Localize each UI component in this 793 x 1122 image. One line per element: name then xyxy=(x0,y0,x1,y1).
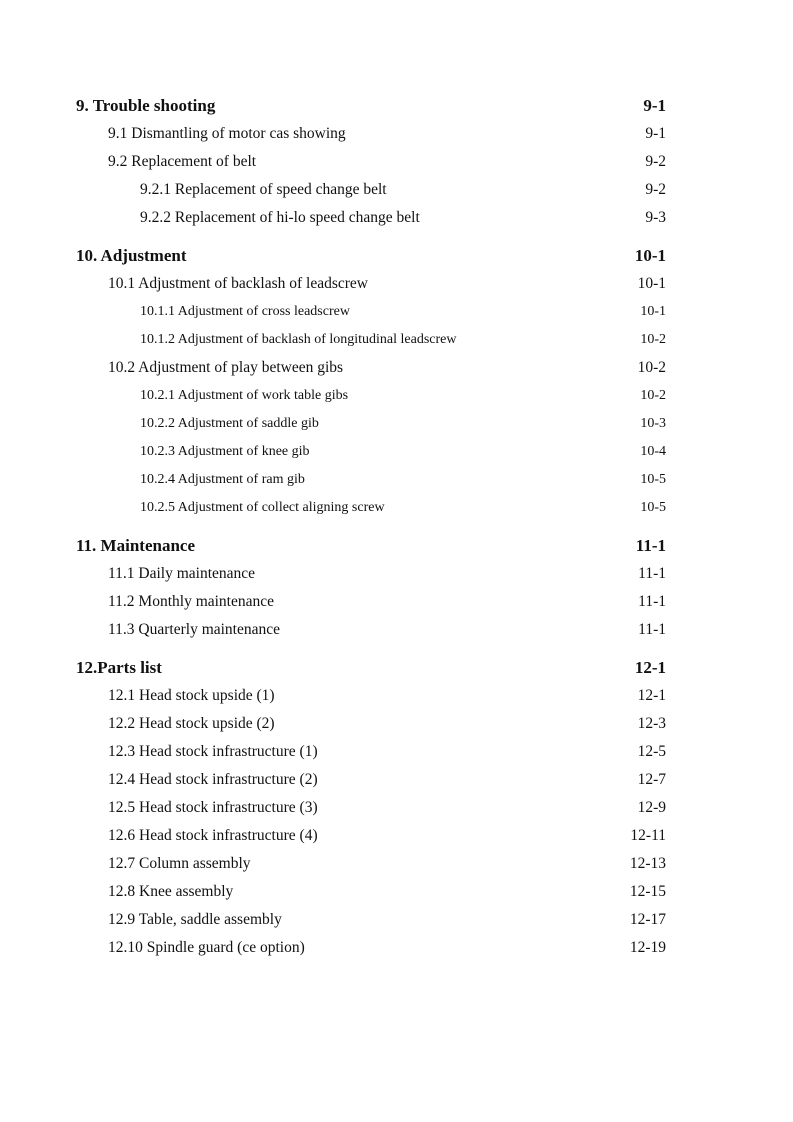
toc-entry xyxy=(0,122,793,146)
toc-entry-page: 10-1 xyxy=(640,304,666,319)
toc-entry-title: 12.8 Knee assembly xyxy=(108,883,234,900)
toc-entry xyxy=(0,908,793,932)
toc-entry xyxy=(0,590,793,614)
toc-entry xyxy=(0,356,793,380)
toc-entry xyxy=(0,468,793,492)
toc-entry-page: 12-17 xyxy=(629,911,666,928)
toc-entry xyxy=(0,740,793,764)
toc-entry-title: 10.2 Adjustment of play between gibs xyxy=(108,359,344,376)
toc-entry xyxy=(0,328,793,352)
toc-entry-page: 12-15 xyxy=(629,883,666,900)
toc-entry-title: 9.2.1 Replacement of speed change belt xyxy=(140,181,387,198)
toc-entry-title: 11. Maintenance xyxy=(76,536,195,555)
toc-entry-title: 10.2.4 Adjustment of ram gib xyxy=(140,472,305,487)
toc-entry xyxy=(0,206,793,230)
toc-entry-title: 12.3 Head stock infrastructure (1) xyxy=(108,743,318,760)
toc-entry xyxy=(0,412,793,436)
toc-entry-page: 10-5 xyxy=(640,472,666,487)
toc-entry-page: 12-13 xyxy=(629,855,666,872)
toc-entry xyxy=(0,684,793,708)
toc-entry-title: 12.1 Head stock upside (1) xyxy=(108,687,275,704)
toc-entry xyxy=(0,440,793,464)
toc-entry-title: 12.Parts list xyxy=(76,658,162,677)
toc-entry-page: 12-1 xyxy=(634,658,666,677)
toc-section-12 xyxy=(0,656,793,680)
toc-entry-title: 12.6 Head stock infrastructure (4) xyxy=(108,827,318,844)
toc-entry xyxy=(0,300,793,324)
toc-entry-page: 10-2 xyxy=(640,388,666,403)
toc-entry-page: 9-2 xyxy=(645,181,666,198)
toc-entry xyxy=(0,712,793,736)
toc-entry-title: 11.1 Daily maintenance xyxy=(108,565,256,582)
toc-entry xyxy=(0,936,793,960)
toc-entry-title: 9.2.2 Replacement of hi-lo speed change belt xyxy=(140,209,420,226)
toc-section-11 xyxy=(0,534,793,558)
toc-entry-title: 10.2.3 Adjustment of knee gib xyxy=(140,444,310,459)
toc-entry-page: 12-7 xyxy=(637,771,666,788)
toc-entry-title: 10.2.5 Adjustment of collect aligning screw xyxy=(140,500,385,515)
toc-entry-title: 10. Adjustment xyxy=(76,246,187,265)
toc-entry xyxy=(0,824,793,848)
toc-entry-title: 12.10 Spindle guard (ce option) xyxy=(108,939,305,956)
toc-entry-page: 12-5 xyxy=(637,743,666,760)
toc-entry xyxy=(0,496,793,520)
toc-entry-title: 9. Trouble shooting xyxy=(76,96,216,115)
toc-entry-title: 9.2 Replacement of belt xyxy=(108,153,257,170)
toc-entry-page: 11-1 xyxy=(638,565,666,582)
toc-entry xyxy=(0,384,793,408)
toc-entry-page: 11-1 xyxy=(638,593,666,610)
toc-entry xyxy=(0,272,793,296)
toc-entry-title: 12.5 Head stock infrastructure (3) xyxy=(108,799,318,816)
toc-entry-title: 10.1.2 Adjustment of backlash of longitudinal leadscrew xyxy=(140,332,457,347)
toc-entry-page: 10-3 xyxy=(640,416,666,431)
toc-entry-title: 12.7 Column assembly xyxy=(108,855,251,872)
toc-entry-page: 12-3 xyxy=(637,715,666,732)
toc-entry-title: 11.2 Monthly maintenance xyxy=(108,593,275,610)
toc-entry-page: 12-9 xyxy=(637,799,666,816)
toc-entry-title: 10.2.1 Adjustment of work table gibs xyxy=(140,388,349,403)
toc-entry-page: 11-1 xyxy=(638,621,666,638)
toc-entry-title: 12.2 Head stock upside (2) xyxy=(108,715,275,732)
toc-section-9 xyxy=(0,94,793,118)
toc-entry xyxy=(0,768,793,792)
toc-entry-page: 12-19 xyxy=(629,939,666,956)
toc-entry-title: 10.2.2 Adjustment of saddle gib xyxy=(140,416,319,431)
toc-entry xyxy=(0,618,793,642)
toc-entry-page: 10-5 xyxy=(640,500,666,515)
toc-entry-title: 9.1 Dismantling of motor cas showing xyxy=(108,125,346,142)
toc-entry-page: 12-1 xyxy=(637,687,666,704)
toc-entry xyxy=(0,562,793,586)
toc-entry-page: 9-2 xyxy=(645,153,666,170)
toc-entry-title: 12.4 Head stock infrastructure (2) xyxy=(108,771,318,788)
toc-entry-title: 10.1 Adjustment of backlash of leadscrew xyxy=(108,275,368,292)
toc-entry-title: 11.3 Quarterly maintenance xyxy=(108,621,281,638)
toc-entry-page: 9-1 xyxy=(643,96,666,115)
toc-entry-page: 9-1 xyxy=(645,125,666,142)
toc-entry xyxy=(0,880,793,904)
toc-entry-page: 9-3 xyxy=(645,209,666,226)
toc-entry-page: 10-1 xyxy=(637,275,666,292)
toc-entry xyxy=(0,796,793,820)
toc-entry xyxy=(0,852,793,876)
toc-entry-page: 12-11 xyxy=(630,827,666,844)
toc-entry-title: 10.1.1 Adjustment of cross leadscrew xyxy=(140,304,350,319)
toc-entry-page: 11-1 xyxy=(635,536,666,555)
toc-entry-page: 10-4 xyxy=(640,444,666,459)
toc-entry-title: 12.9 Table, saddle assembly xyxy=(108,911,282,928)
toc-section-10 xyxy=(0,244,793,268)
toc-entry xyxy=(0,178,793,202)
toc-entry xyxy=(0,150,793,174)
toc-entry-page: 10-2 xyxy=(640,332,666,347)
toc-entry-page: 10-1 xyxy=(634,246,666,265)
toc-entry-page: 10-2 xyxy=(637,359,666,376)
